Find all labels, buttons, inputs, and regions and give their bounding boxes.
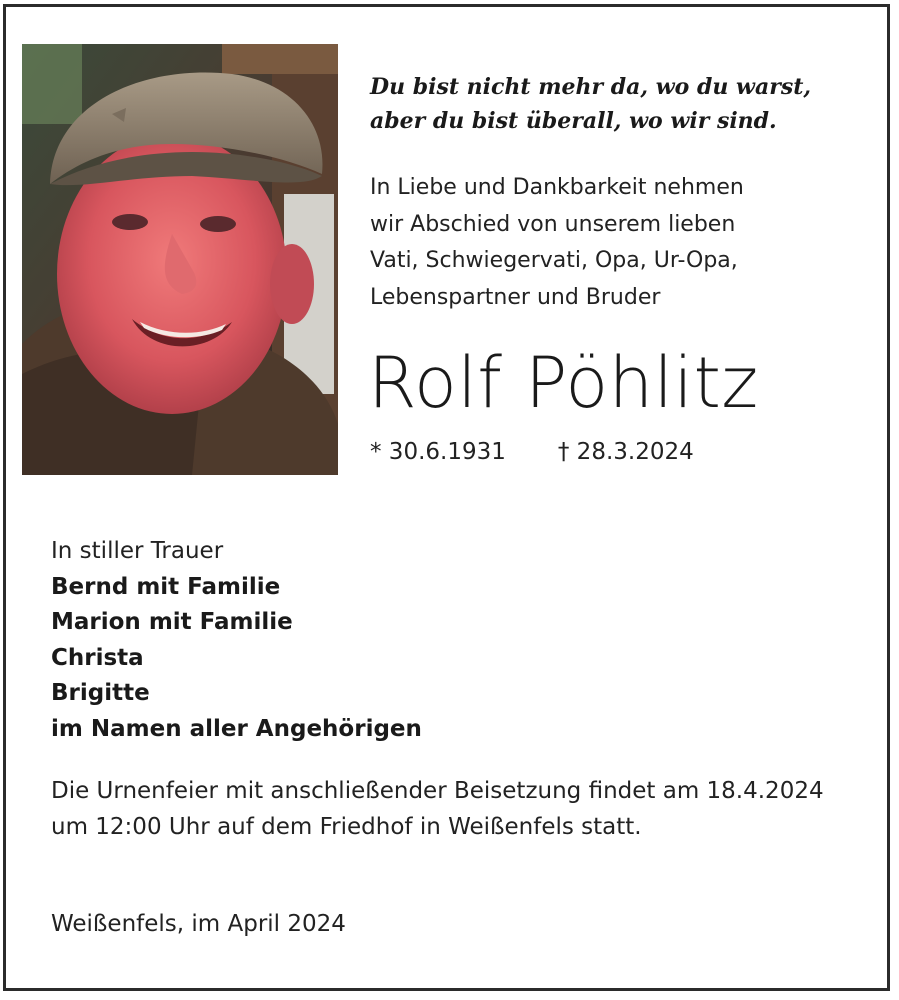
intro-line-2: wir Abschied von unserem lieben (370, 211, 736, 237)
birth-date: * 30.6.1931 (370, 439, 506, 465)
mourner-name: Bernd mit Familie (51, 573, 281, 600)
intro-line-3: Vati, Schwiegervati, Opa, Ur-Opa, (370, 248, 738, 273)
mourner-name: Christa (51, 644, 144, 671)
mourner-name: Marion mit Familie (51, 609, 293, 636)
motto-quote (370, 70, 811, 138)
mourner-name: Brigitte (51, 680, 150, 707)
death-date: † 28.3.2024 (557, 439, 694, 465)
life-dates (370, 436, 694, 468)
motto-line-2: aber du bist überall, wo wir sind. (370, 108, 777, 134)
deceased-name: Rolf Pöhlitz (368, 342, 759, 424)
intro-line-1: In Liebe und Dankbarkeit nehmen (370, 175, 744, 200)
mourners-list (51, 534, 422, 748)
mourners-lead: In stiller Trauer (51, 538, 224, 564)
intro-line-4: Lebenspartner und Bruder (370, 284, 661, 310)
portrait-photo (22, 44, 338, 475)
motto-line-1: Du bist nicht mehr da, wo du warst, (370, 74, 812, 100)
place-and-date: Weißenfels, im April 2024 (51, 911, 346, 937)
service-announcement: Die Urnenfeier mit anschließender Beisetzung findet am 18.4.2024 um 12:00 Uhr auf dem Friedhof in Weißenfels statt. (51, 778, 824, 840)
intro-text (370, 170, 744, 316)
mourner-name: im Namen aller Angehörigen (51, 715, 422, 742)
